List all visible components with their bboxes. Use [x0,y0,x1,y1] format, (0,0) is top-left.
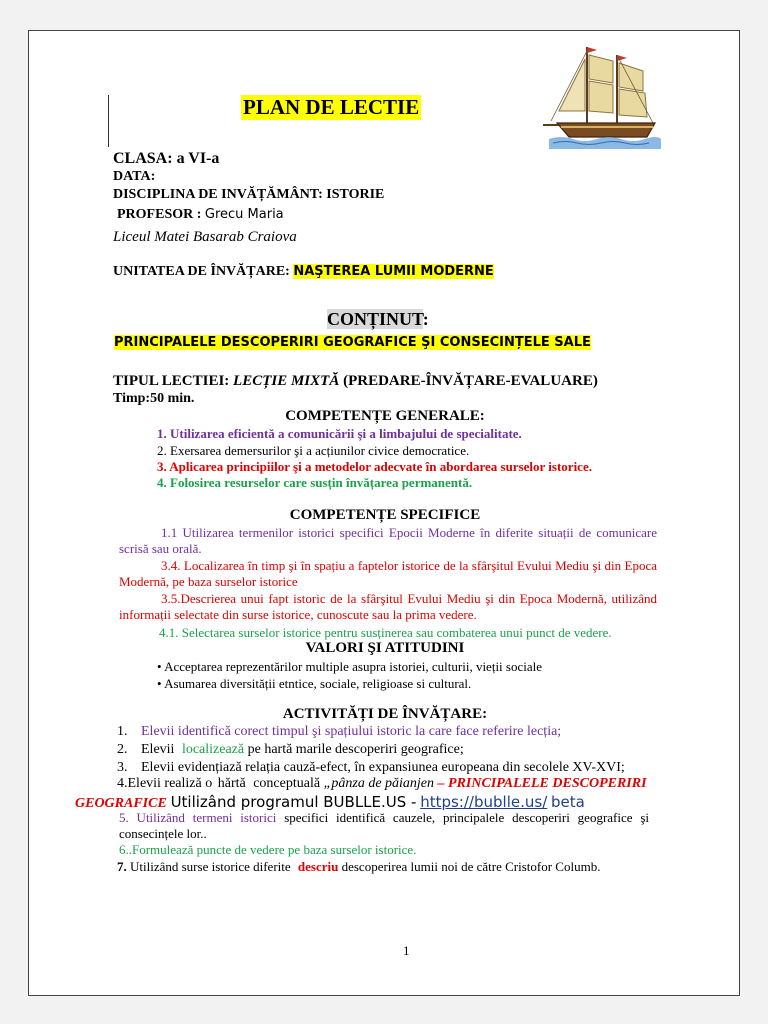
clasa-line: CLASA: a VI-a [113,150,220,167]
bubbleus-link[interactable]: https://bublle.us/ [420,793,548,811]
activitate-5 [119,810,649,842]
valori-item-2: • Asumarea diversității etntice, sociale, religioase si cultural. [157,676,472,691]
tipul-value: LECȚIE MIXTĂ [233,373,340,389]
text-cursor [108,95,109,147]
activitate-4-quote: „pânza de păianjen [323,776,435,791]
tipul-label: TIPUL LECTIEI: [113,373,230,389]
competente-generale-heading: COMPETENȚE GENERALE: [285,408,485,424]
activitate-4-pre: 4.Elevii realiză o [117,776,213,791]
activitate-7-post: descoperirea lumii noi de către Cristofor Columb. [341,859,601,874]
activitate-4-beta: beta [551,793,585,811]
activitate-1-text: Elevii identifică corect timpul şi spațiului istoric la care face referire lecția; [141,724,562,739]
data-line: DATA: [113,169,156,184]
activitate-7-num: 7. [117,859,127,874]
page-number: 1 [403,943,410,958]
continut-colon: : [422,309,429,329]
continut-label: CONȚINUT [327,309,423,329]
valori-heading: VALORI ŞI ATITUDINI [305,640,465,656]
tipul-line [113,373,598,390]
activitate-4-geo: GEOGRAFICE [75,796,167,811]
cg-item-1: 1. Utilizarea eficientă a comunicării şi a limbajului de specialitate. [157,426,522,441]
activitate-2-post: pe hartă marile descoperiri geografice; [247,742,464,757]
school-line: Liceul Matei Basarab Craiova [113,229,297,245]
activitate-5-b: specifici identifică cauzele, principalele descoperiri geografice şi consecințele lor.. [119,810,650,841]
activitate-5-a: 5. Utilizând termeni istorici [119,810,277,825]
competente-specifice-heading: COMPETENȚE SPECIFICE [289,507,481,523]
tipul-paren: (PREDARE-ÎNVĂȚARE-EVALUARE) [343,373,598,389]
activitate-3-num: 3. [117,760,128,775]
activitate-4-program: Utilizând programul BUBLLE.US - [170,793,417,811]
activitate-3-text: Elevii evidențiază relația cauză-efect, în expansiunea europeana din secolele XV-XVI; [141,760,625,775]
activitate-6: 6..Formulează puncte de vedere pe baza surselor istorice. [119,842,417,857]
profesor-line [117,207,284,223]
timp-line: Timp:50 min. [113,391,195,406]
profesor-label: PROFESOR : [117,207,202,222]
activitate-2-num: 2. [117,742,128,757]
activitate-4-conceptual: conceptuală [253,776,321,791]
activitate-2-pre: Elevii [141,742,175,757]
activitate-4-line1 [117,776,647,792]
activitate-2-keyword: localizează [181,742,245,757]
unitatea-line [113,264,494,280]
document-page [28,30,740,996]
cs-item-1: 1.1 Utilizarea termenilor istorici specifici Epocii Moderne în diferite situații de comunicare scrisă sau orală. [119,525,657,556]
disciplina-line: DISCIPLINA DE INVĂȚĂMÂNT: ISTORIE [113,187,385,202]
continut-heading [327,309,429,330]
cg-item-3: 3. Aplicarea principiilor şi a metodelor adecvate în abordarea surselor istorice. [157,459,592,474]
unitatea-label: UNITATEA DE ÎNVĂȚARE: [113,264,290,279]
activitate-1-num: 1. [117,724,128,739]
cs-item-2: 3.4. Localizarea în timp şi în spațiu a faptelor istorice de la sfârşitul Evului Mediu şi din Epoca Modernă, pe baza surselor istorice [119,558,657,589]
activitate-4-dash: – PRINCIPALELE DESCOPERIRI [437,776,647,791]
activitate-2 [117,742,464,758]
unitatea-value: NAŞTEREA LUMII MODERNE [293,264,494,279]
activitate-3 [117,760,625,776]
cs-item-3: 3.5.Descrierea unui fapt istoric de la sfârşitul Evului Mediu şi din Epoca Modernă, utilizând informații selectate din surse istorice, cunoscute sau la prima vedere. [119,591,657,622]
cg-item-2: 2. Exersarea demersurilor şi a acțiunilor civice democratice. [157,443,470,458]
profesor-name: Grecu Maria [204,207,284,222]
activitate-7-keyword: descriu [297,859,339,874]
cs-item-4: 4.1. Selectarea surselor istorice pentru susținerea sau combaterea unui punct de vedere. [159,625,612,640]
cg-item-4: 4. Folosirea resurselor care susțin învățarea permanentă. [157,475,473,490]
activitate-7 [117,859,600,875]
valori-item-1: • Acceptarea reprezentărilor multiple asupra istoriei, culturii, vieții sociale [157,659,543,674]
page-title: PLAN DE LECTIE [243,95,420,119]
activitate-4-harta: hărtă [217,776,246,791]
continut-subject: PRINCIPALELE DESCOPERIRI GEOGRAFICE ŞI CONSECINȚELE SALE [114,335,591,350]
activitate-7-pre: Utilizând surse istorice diferite [130,859,291,874]
activitati-heading: ACTIVITĂȚI DE ÎNVĂȚARE: [282,706,488,722]
activitate-1 [117,724,561,740]
sailing-ship-icon [543,41,661,149]
